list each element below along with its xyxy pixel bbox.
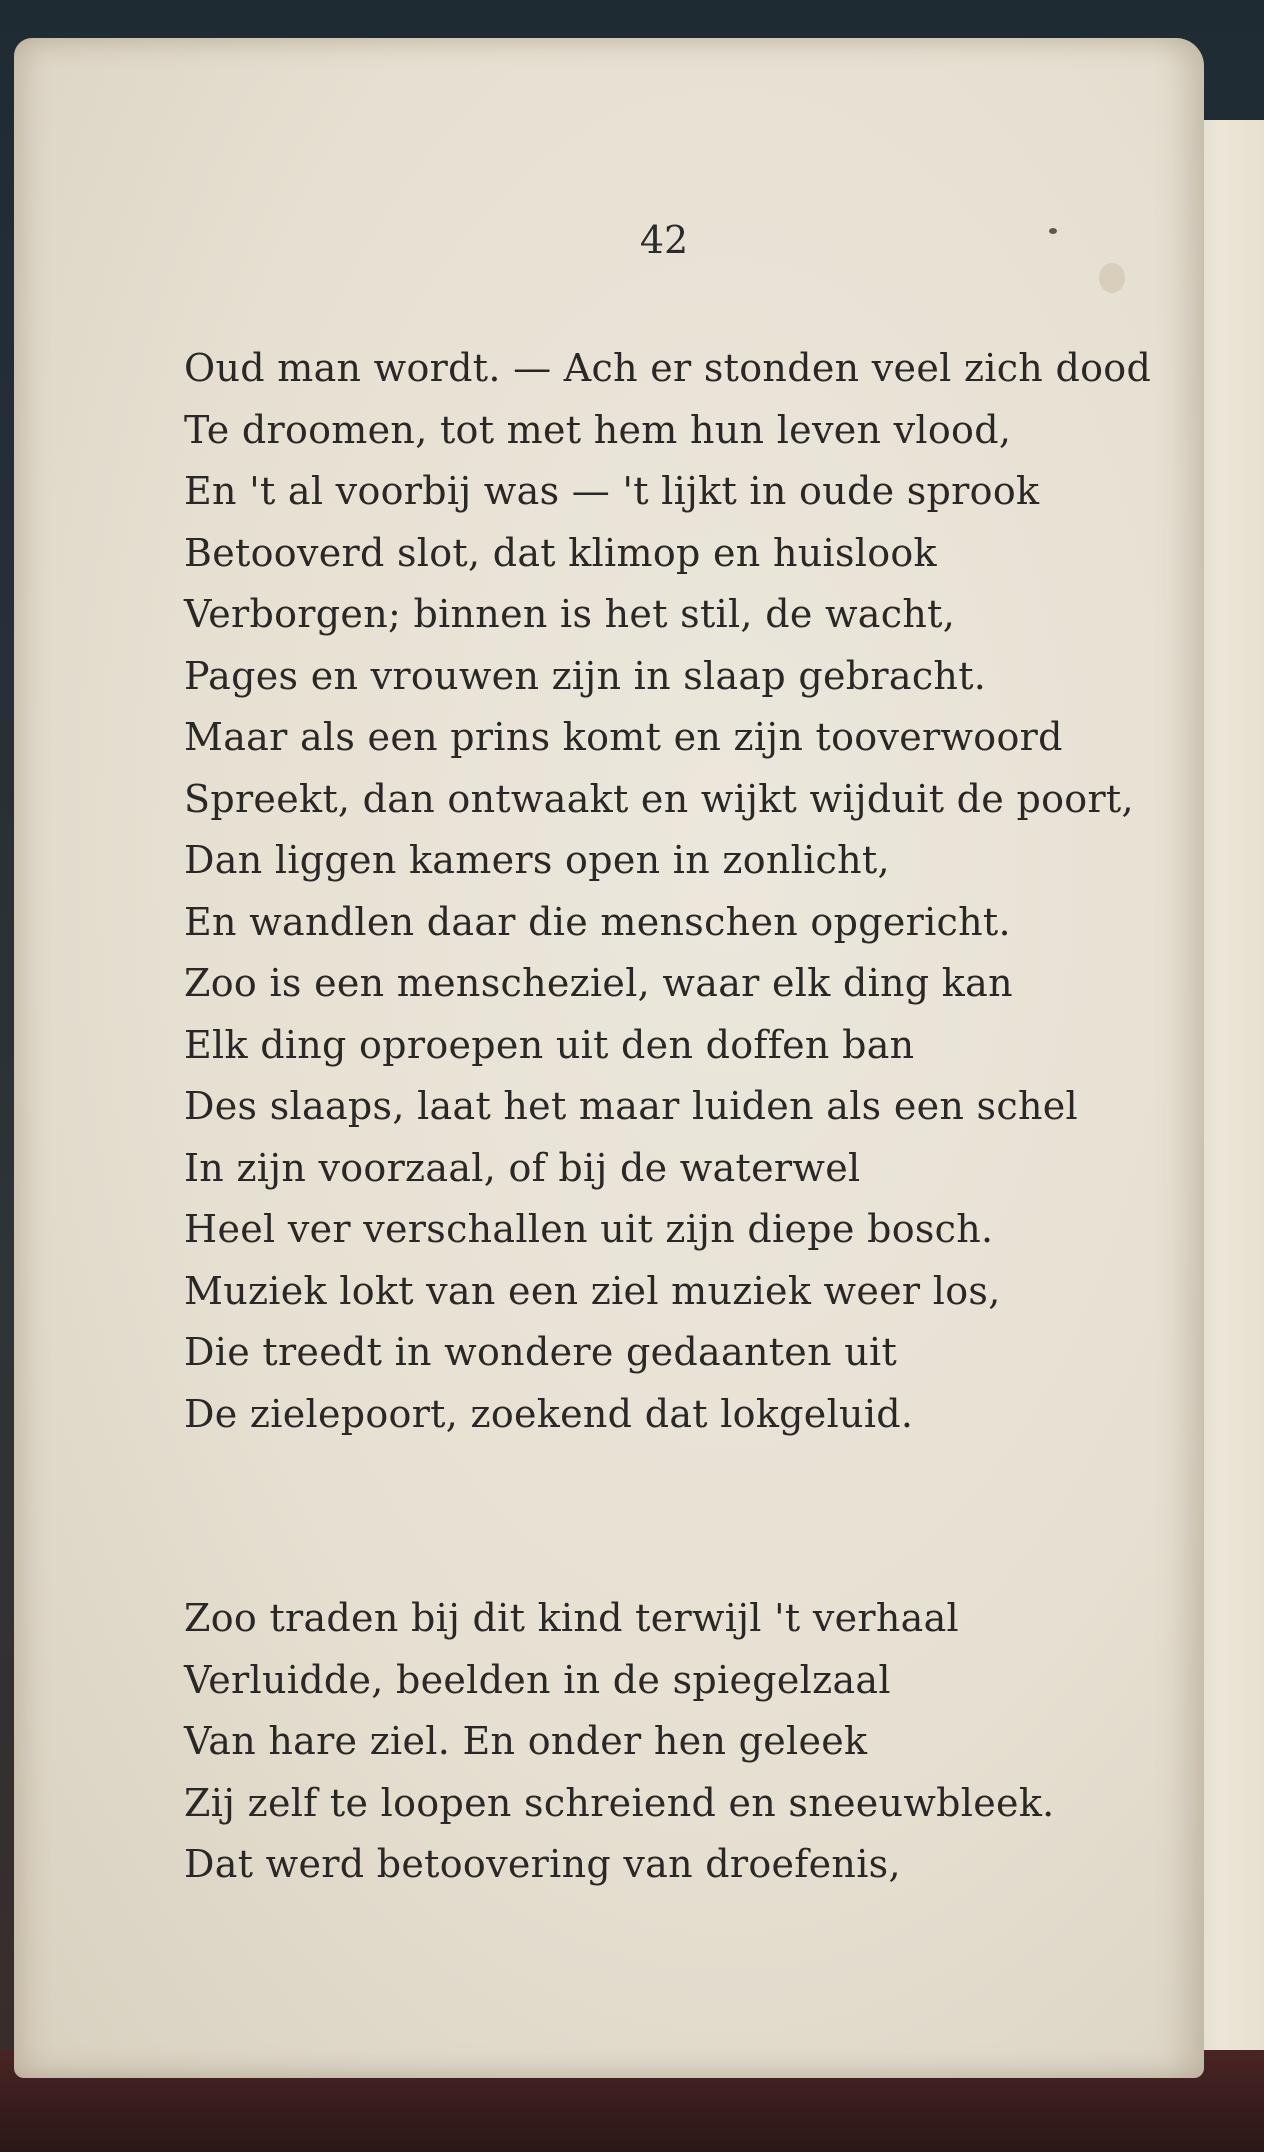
poem-line: Muziek lokt van een ziel muziek weer los, xyxy=(184,1268,1001,1313)
poem-line: Te droomen, tot met hem hun leven vlood, xyxy=(184,407,1012,452)
poem-line: Die treedt in wondere gedaanten uit xyxy=(184,1330,898,1374)
poem-line: De zielepoort, zoekend dat lokgeluid. xyxy=(184,1391,914,1436)
poem-line: Pages en vrouwen zijn in slaap gebracht. xyxy=(184,653,987,698)
poem-line: Heel ver verschallen uit zijn diepe bosch. xyxy=(184,1207,994,1251)
poem-line: Betooverd slot, dat klimop en huislook xyxy=(184,530,937,575)
poem-line: Verborgen; binnen is het stil, de wacht, xyxy=(184,592,956,636)
stanza-2 xyxy=(184,1588,1055,1896)
poem-line: Elk ding oproepen uit den doffen ban xyxy=(184,1022,915,1067)
book-page xyxy=(14,38,1204,2078)
stanza-1 xyxy=(184,338,1151,1445)
poem-line: Spreekt, dan ontwaakt en wijkt wijduit de poort, xyxy=(184,776,1134,821)
paper-stain xyxy=(1099,263,1125,293)
poem-line: Van hare ziel. En onder hen geleek xyxy=(184,1719,868,1763)
poem-line: Dan liggen kamers open in zonlicht, xyxy=(184,838,890,882)
poem-line: Dat werd betoovering van droefenis, xyxy=(184,1842,901,1886)
poem-line: Des slaaps, laat het maar luiden als een schel xyxy=(184,1084,1078,1128)
poem-line: Zij zelf te loopen schreiend en sneeuwbleek. xyxy=(184,1780,1055,1825)
poem-line: Maar als een prins komt en zijn tooverwoord xyxy=(184,715,1063,759)
poem-line: En wandlen daar die menschen opgericht. xyxy=(184,899,1011,944)
poem-line: In zijn voorzaal, of bij de waterwel xyxy=(184,1145,861,1190)
poem-line: En 't al voorbij was — 't lijkt in oude sprook xyxy=(184,469,1040,513)
poem-line: Zoo is een menscheziel, waar elk ding kan xyxy=(184,961,1013,1005)
page-number: 42 xyxy=(639,218,689,262)
poem-line: Zoo traden bij dit kind terwijl 't verhaal xyxy=(184,1596,959,1640)
poem-line: Oud man wordt. — Ach er stonden veel zich dood xyxy=(184,346,1152,390)
poem-line: Verluidde, beelden in de spiegelzaal xyxy=(184,1657,891,1702)
